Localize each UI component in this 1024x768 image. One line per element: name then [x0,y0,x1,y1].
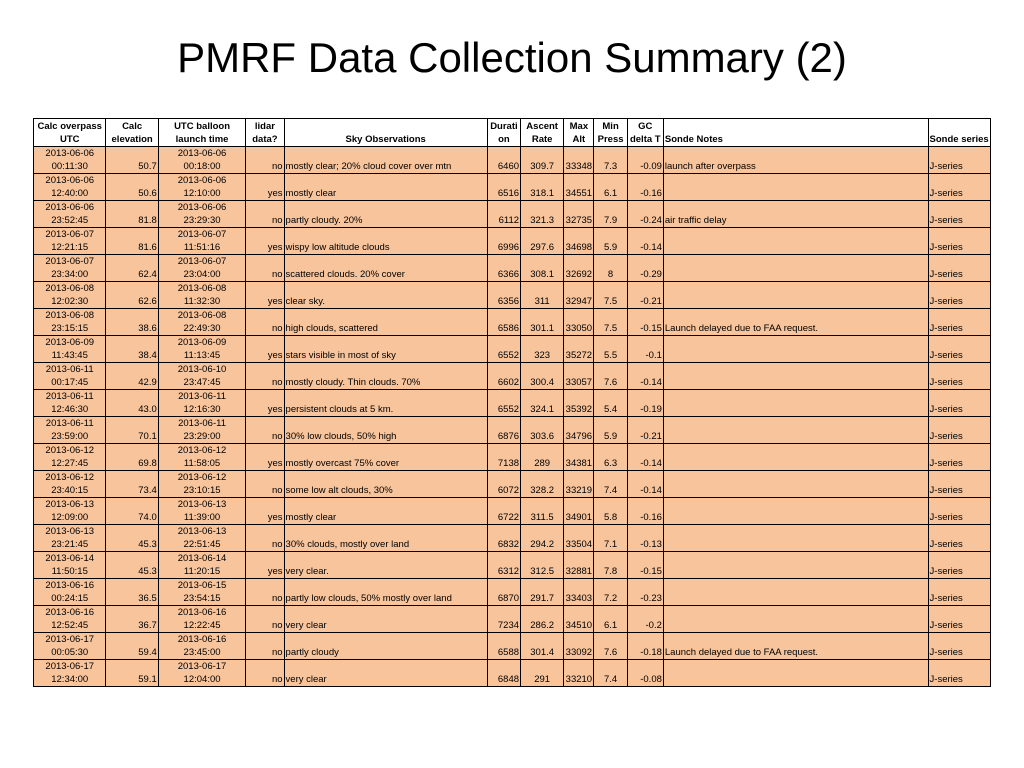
header-calc-elevation: Calc elevation [106,119,158,147]
max-alt-cell: 33219 [564,471,594,498]
duration-cell: 6848 [487,660,520,687]
sonde-notes-cell [663,471,928,498]
duration-cell: 6586 [487,309,520,336]
duration-cell: 6870 [487,579,520,606]
max-alt-cell: 32881 [564,552,594,579]
sonde-notes-cell: air traffic delay [663,201,928,228]
max-alt-cell: 32692 [564,255,594,282]
lidar-cell: no [246,579,284,606]
sonde-series-cell: J-series [928,174,990,201]
sky-observation-cell: very clear [284,660,487,687]
sky-observation-cell: partly cloudy [284,633,487,660]
elevation-cell: 81.6 [106,228,158,255]
overpass-utc-cell: 2013-06-06 12:40:00 [34,174,106,201]
elevation-cell: 81.8 [106,201,158,228]
min-press-cell: 8 [594,255,627,282]
ascent-rate-cell: 300.4 [521,363,564,390]
lidar-cell: no [246,417,284,444]
elevation-cell: 43.0 [106,390,158,417]
elevation-cell: 62.4 [106,255,158,282]
overpass-utc-cell: 2013-06-07 12:21:15 [34,228,106,255]
max-alt-cell: 33348 [564,147,594,174]
ascent-rate-cell: 321.3 [521,201,564,228]
sky-observation-cell: scattered clouds. 20% cover [284,255,487,282]
sky-observation-cell: 30% clouds, mostly over land [284,525,487,552]
launch-time-cell: 2013-06-09 11:13:45 [158,336,246,363]
max-alt-cell: 34510 [564,606,594,633]
launch-time-cell: 2013-06-12 23:10:15 [158,471,246,498]
ascent-rate-cell: 328.2 [521,471,564,498]
duration-cell: 6312 [487,552,520,579]
table-row [34,606,991,633]
sonde-series-cell: J-series [928,201,990,228]
table-row [34,336,991,363]
sonde-notes-cell [663,498,928,525]
sonde-notes-cell [663,525,928,552]
gc-delta-t-cell: -0.18 [627,633,663,660]
elevation-cell: 36.5 [106,579,158,606]
table-row [34,282,991,309]
table-header-row [34,119,991,147]
sky-observation-cell: partly cloudy. 20% [284,201,487,228]
elevation-cell: 62.6 [106,282,158,309]
gc-delta-t-cell: -0.24 [627,201,663,228]
sonde-series-cell: J-series [928,309,990,336]
data-collection-table [33,118,991,687]
ascent-rate-cell: 297.6 [521,228,564,255]
duration-cell: 6072 [487,471,520,498]
max-alt-cell: 33092 [564,633,594,660]
sonde-series-cell: J-series [928,336,990,363]
sky-observation-cell: 30% low clouds, 50% high [284,417,487,444]
lidar-cell: no [246,606,284,633]
sonde-series-cell: J-series [928,417,990,444]
ascent-rate-cell: 303.6 [521,417,564,444]
min-press-cell: 7.8 [594,552,627,579]
max-alt-cell: 33403 [564,579,594,606]
duration-cell: 6722 [487,498,520,525]
table-row [34,660,991,687]
header-ascent-rate: Ascent Rate [521,119,564,147]
elevation-cell: 45.3 [106,552,158,579]
sonde-notes-cell [663,228,928,255]
elevation-cell: 38.4 [106,336,158,363]
header-min-press: Min Press [594,119,627,147]
header-lidar-data: lidar data? [246,119,284,147]
sky-observation-cell: very clear [284,606,487,633]
lidar-cell: no [246,363,284,390]
launch-time-cell: 2013-06-13 11:39:00 [158,498,246,525]
overpass-utc-cell: 2013-06-11 00:17:45 [34,363,106,390]
launch-time-cell: 2013-06-08 22:49:30 [158,309,246,336]
sonde-notes-cell [663,390,928,417]
max-alt-cell: 33057 [564,363,594,390]
lidar-cell: yes [246,282,284,309]
gc-delta-t-cell: -0.23 [627,579,663,606]
table-row [34,525,991,552]
sky-observation-cell: very clear. [284,552,487,579]
launch-time-cell: 2013-06-07 11:51:16 [158,228,246,255]
ascent-rate-cell: 311.5 [521,498,564,525]
header-utc-balloon-launch-time: UTC balloon launch time [158,119,246,147]
duration-cell: 6996 [487,228,520,255]
sonde-series-cell: J-series [928,660,990,687]
overpass-utc-cell: 2013-06-09 11:43:45 [34,336,106,363]
max-alt-cell: 34901 [564,498,594,525]
table-row [34,174,991,201]
sonde-notes-cell [663,579,928,606]
ascent-rate-cell: 312.5 [521,552,564,579]
elevation-cell: 36.7 [106,606,158,633]
gc-delta-t-cell: -0.15 [627,309,663,336]
sonde-series-cell: J-series [928,606,990,633]
gc-delta-t-cell: -0.16 [627,498,663,525]
overpass-utc-cell: 2013-06-13 23:21:45 [34,525,106,552]
gc-delta-t-cell: -0.15 [627,552,663,579]
ascent-rate-cell: 308.1 [521,255,564,282]
overpass-utc-cell: 2013-06-11 12:46:30 [34,390,106,417]
elevation-cell: 59.4 [106,633,158,660]
lidar-cell: yes [246,498,284,525]
lidar-cell: yes [246,336,284,363]
gc-delta-t-cell: -0.21 [627,282,663,309]
overpass-utc-cell: 2013-06-06 00:11:30 [34,147,106,174]
max-alt-cell: 33504 [564,525,594,552]
sonde-notes-cell [663,417,928,444]
header-sky-observations: Sky Observations [284,119,487,147]
ascent-rate-cell: 309.7 [521,147,564,174]
table-row [34,390,991,417]
ascent-rate-cell: 289 [521,444,564,471]
elevation-cell: 50.7 [106,147,158,174]
min-press-cell: 6.1 [594,606,627,633]
sonde-notes-cell [663,336,928,363]
launch-time-cell: 2013-06-11 23:29:00 [158,417,246,444]
sonde-notes-cell [663,552,928,579]
max-alt-cell: 32947 [564,282,594,309]
duration-cell: 6356 [487,282,520,309]
gc-delta-t-cell: -0.19 [627,390,663,417]
overpass-utc-cell: 2013-06-08 12:02:30 [34,282,106,309]
overpass-utc-cell: 2013-06-14 11:50:15 [34,552,106,579]
launch-time-cell: 2013-06-06 12:10:00 [158,174,246,201]
sky-observation-cell: mostly clear; 20% cloud cover over mtn [284,147,487,174]
sonde-series-cell: J-series [928,498,990,525]
overpass-utc-cell: 2013-06-17 00:05:30 [34,633,106,660]
duration-cell: 7138 [487,444,520,471]
duration-cell: 6112 [487,201,520,228]
elevation-cell: 59.1 [106,660,158,687]
duration-cell: 6460 [487,147,520,174]
min-press-cell: 5.5 [594,336,627,363]
lidar-cell: no [246,147,284,174]
launch-time-cell: 2013-06-08 11:32:30 [158,282,246,309]
sonde-series-cell: J-series [928,552,990,579]
launch-time-cell: 2013-06-10 23:47:45 [158,363,246,390]
launch-time-cell: 2013-06-13 22:51:45 [158,525,246,552]
sky-observation-cell: mostly cloudy. Thin clouds. 70% [284,363,487,390]
min-press-cell: 7.6 [594,363,627,390]
lidar-cell: no [246,525,284,552]
gc-delta-t-cell: -0.14 [627,228,663,255]
sonde-notes-cell [663,606,928,633]
ascent-rate-cell: 301.1 [521,309,564,336]
gc-delta-t-cell: -0.14 [627,444,663,471]
max-alt-cell: 34551 [564,174,594,201]
sonde-notes-cell [663,255,928,282]
elevation-cell: 38.6 [106,309,158,336]
elevation-cell: 42.9 [106,363,158,390]
lidar-cell: yes [246,444,284,471]
table-row [34,633,991,660]
max-alt-cell: 35392 [564,390,594,417]
sky-observation-cell: mostly overcast 75% cover [284,444,487,471]
sonde-series-cell: J-series [928,471,990,498]
gc-delta-t-cell: -0.14 [627,363,663,390]
header-duration: Durati on [487,119,520,147]
duration-cell: 6552 [487,390,520,417]
table-row [34,552,991,579]
table-row [34,498,991,525]
overpass-utc-cell: 2013-06-12 23:40:15 [34,471,106,498]
launch-time-cell: 2013-06-17 12:04:00 [158,660,246,687]
elevation-cell: 50.6 [106,174,158,201]
min-press-cell: 5.8 [594,498,627,525]
table-row [34,579,991,606]
gc-delta-t-cell: -0.16 [627,174,663,201]
sonde-notes-cell: Launch delayed due to FAA request. [663,633,928,660]
sonde-notes-cell: Launch delayed due to FAA request. [663,309,928,336]
overpass-utc-cell: 2013-06-11 23:59:00 [34,417,106,444]
ascent-rate-cell: 286.2 [521,606,564,633]
sky-observation-cell: high clouds, scattered [284,309,487,336]
sonde-series-cell: J-series [928,579,990,606]
sonde-series-cell: J-series [928,228,990,255]
overpass-utc-cell: 2013-06-08 23:15:15 [34,309,106,336]
min-press-cell: 5.9 [594,417,627,444]
sonde-series-cell: J-series [928,633,990,660]
gc-delta-t-cell: -0.14 [627,471,663,498]
min-press-cell: 7.9 [594,201,627,228]
sonde-series-cell: J-series [928,255,990,282]
table-row [34,309,991,336]
lidar-cell: no [246,633,284,660]
gc-delta-t-cell: -0.1 [627,336,663,363]
launch-time-cell: 2013-06-06 23:29:30 [158,201,246,228]
sky-observation-cell: some low alt clouds, 30% [284,471,487,498]
gc-delta-t-cell: -0.13 [627,525,663,552]
table-body [34,147,991,687]
min-press-cell: 7.4 [594,471,627,498]
launch-time-cell: 2013-06-16 23:45:00 [158,633,246,660]
header-gc-delta-t: GC delta T [627,119,663,147]
overpass-utc-cell: 2013-06-16 00:24:15 [34,579,106,606]
sonde-notes-cell [663,174,928,201]
sonde-notes-cell [663,363,928,390]
lidar-cell: no [246,309,284,336]
table-row [34,228,991,255]
sonde-series-cell: J-series [928,282,990,309]
min-press-cell: 6.1 [594,174,627,201]
lidar-cell: yes [246,390,284,417]
elevation-cell: 69.8 [106,444,158,471]
table-row [34,255,991,282]
duration-cell: 6552 [487,336,520,363]
sky-observation-cell: stars visible in most of sky [284,336,487,363]
launch-time-cell: 2013-06-14 11:20:15 [158,552,246,579]
lidar-cell: yes [246,174,284,201]
elevation-cell: 73.4 [106,471,158,498]
ascent-rate-cell: 291.7 [521,579,564,606]
sky-observation-cell: partly low clouds, 50% mostly over land [284,579,487,606]
gc-delta-t-cell: -0.09 [627,147,663,174]
duration-cell: 6832 [487,525,520,552]
table-row [34,417,991,444]
sonde-series-cell: J-series [928,444,990,471]
overpass-utc-cell: 2013-06-13 12:09:00 [34,498,106,525]
overpass-utc-cell: 2013-06-06 23:52:45 [34,201,106,228]
table-row [34,444,991,471]
header-sonde-notes: Sonde Notes [663,119,928,147]
max-alt-cell: 35272 [564,336,594,363]
header-max-alt: Max Alt [564,119,594,147]
sonde-series-cell: J-series [928,390,990,417]
min-press-cell: 7.4 [594,660,627,687]
max-alt-cell: 33050 [564,309,594,336]
max-alt-cell: 33210 [564,660,594,687]
ascent-rate-cell: 291 [521,660,564,687]
table-row [34,201,991,228]
elevation-cell: 45.3 [106,525,158,552]
min-press-cell: 7.3 [594,147,627,174]
lidar-cell: no [246,471,284,498]
sonde-series-cell: J-series [928,363,990,390]
sonde-series-cell: J-series [928,147,990,174]
max-alt-cell: 32735 [564,201,594,228]
overpass-utc-cell: 2013-06-16 12:52:45 [34,606,106,633]
duration-cell: 7234 [487,606,520,633]
max-alt-cell: 34698 [564,228,594,255]
sonde-series-cell: J-series [928,525,990,552]
slide-title: PMRF Data Collection Summary (2) [177,34,847,81]
min-press-cell: 7.2 [594,579,627,606]
ascent-rate-cell: 323 [521,336,564,363]
table-row [34,363,991,390]
min-press-cell: 7.1 [594,525,627,552]
lidar-cell: yes [246,552,284,579]
table-row [34,147,991,174]
sky-observation-cell: mostly clear [284,174,487,201]
min-press-cell: 7.6 [594,633,627,660]
overpass-utc-cell: 2013-06-07 23:34:00 [34,255,106,282]
launch-time-cell: 2013-06-15 23:54:15 [158,579,246,606]
launch-time-cell: 2013-06-07 23:04:00 [158,255,246,282]
lidar-cell: no [246,255,284,282]
overpass-utc-cell: 2013-06-17 12:34:00 [34,660,106,687]
gc-delta-t-cell: -0.21 [627,417,663,444]
min-press-cell: 7.5 [594,309,627,336]
ascent-rate-cell: 311 [521,282,564,309]
max-alt-cell: 34796 [564,417,594,444]
ascent-rate-cell: 324.1 [521,390,564,417]
min-press-cell: 5.4 [594,390,627,417]
elevation-cell: 70.1 [106,417,158,444]
sky-observation-cell: persistent clouds at 5 km. [284,390,487,417]
lidar-cell: no [246,660,284,687]
sonde-notes-cell [663,660,928,687]
min-press-cell: 7.5 [594,282,627,309]
sky-observation-cell: wispy low altitude clouds [284,228,487,255]
ascent-rate-cell: 294.2 [521,525,564,552]
elevation-cell: 74.0 [106,498,158,525]
sonde-notes-cell: launch after overpass [663,147,928,174]
header-sonde-series: Sonde series [928,119,990,147]
launch-time-cell: 2013-06-16 12:22:45 [158,606,246,633]
overpass-utc-cell: 2013-06-12 12:27:45 [34,444,106,471]
ascent-rate-cell: 318.1 [521,174,564,201]
duration-cell: 6516 [487,174,520,201]
duration-cell: 6588 [487,633,520,660]
gc-delta-t-cell: -0.29 [627,255,663,282]
sonde-notes-cell [663,282,928,309]
launch-time-cell: 2013-06-06 00:18:00 [158,147,246,174]
duration-cell: 6366 [487,255,520,282]
sonde-notes-cell [663,444,928,471]
duration-cell: 6876 [487,417,520,444]
header-calc-overpass-utc: Calc overpass UTC [34,119,106,147]
lidar-cell: yes [246,228,284,255]
lidar-cell: no [246,201,284,228]
ascent-rate-cell: 301.4 [521,633,564,660]
gc-delta-t-cell: -0.08 [627,660,663,687]
min-press-cell: 6.3 [594,444,627,471]
min-press-cell: 5.9 [594,228,627,255]
table-row [34,471,991,498]
launch-time-cell: 2013-06-11 12:16:30 [158,390,246,417]
duration-cell: 6602 [487,363,520,390]
sky-observation-cell: mostly clear [284,498,487,525]
gc-delta-t-cell: -0.2 [627,606,663,633]
max-alt-cell: 34381 [564,444,594,471]
launch-time-cell: 2013-06-12 11:58:05 [158,444,246,471]
sky-observation-cell: clear sky. [284,282,487,309]
